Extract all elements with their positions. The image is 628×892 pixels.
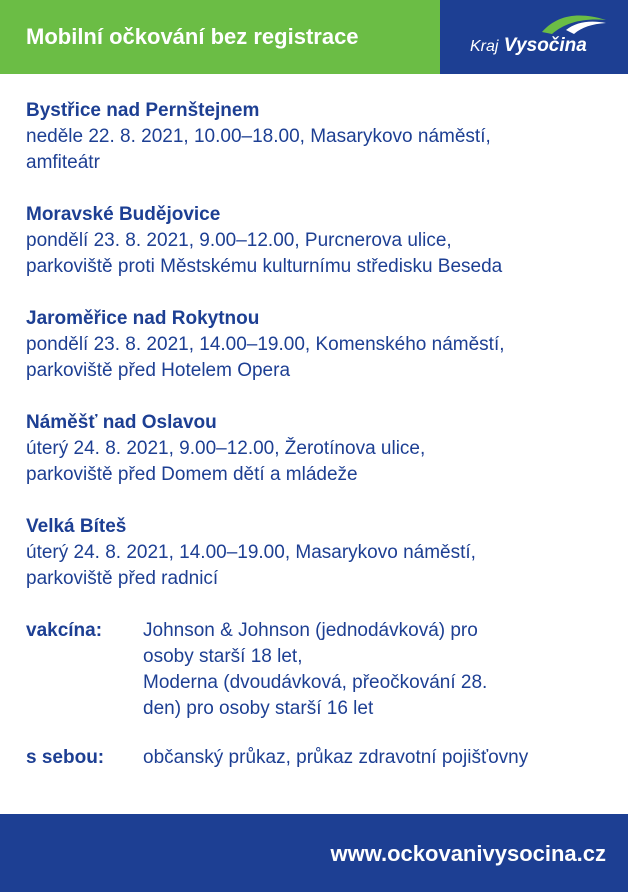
event-place: Jaroměřice nad Rokytnou [26,308,260,329]
event-place: Velká Bíteš [26,516,127,537]
event-place: Bystřice nad Pernštejnem [26,100,260,121]
event-detail: úterý 24. 8. 2021, 14.00–19.00, Masarykovo náměstí, [26,542,476,563]
header [0,0,628,74]
event-detail: parkoviště před Hotelem Opera [26,360,291,381]
event-item [26,306,626,384]
event-item [26,98,626,176]
vaccine-line: den) pro osoby starší 16 let [143,698,374,719]
title-banner [0,0,440,74]
page-title: Mobilní očkování bez registrace [26,24,359,49]
event-item [26,514,626,592]
bring-values [143,745,626,771]
event-detail: parkoviště před radnicí [26,568,219,589]
event-detail: neděle 22. 8. 2021, 10.00–18.00, Masarykovo náměstí, [26,126,491,147]
event-item [26,202,626,280]
event-detail: pondělí 23. 8. 2021, 14.00–19.00, Komenského náměstí, [26,334,505,355]
vaccine-line: Moderna (dvoudávková, přeočkování 28. [143,672,488,693]
event-detail: amfiteátr [26,152,100,173]
vaccine-info [26,618,626,722]
event-detail: úterý 24. 8. 2021, 9.00–12.00, Žerotínova ulice, [26,438,426,459]
logo-vysocina: Vysočina [503,35,587,56]
bring-line: občanský průkaz, průkaz zdravotní pojišťovny [143,747,529,768]
event-detail: parkoviště před Domem dětí a mládeže [26,464,358,485]
event-item [26,410,626,488]
event-detail: parkoviště proti Městskému kulturnímu středisku Beseda [26,256,503,277]
kraj-vysocina-logo [440,0,628,74]
event-place: Moravské Budějovice [26,204,221,225]
footer [0,814,628,892]
bring-label: s sebou: [26,747,105,768]
vaccine-label: vakcína: [26,620,103,641]
website-link[interactable]: www.ockovanivysocina.cz [330,841,606,866]
logo-kraj: Kraj [470,38,499,55]
vaccine-line: osoby starší 18 let, [143,646,303,667]
vaccine-line: Johnson & Johnson (jednodávková) pro [143,620,478,641]
event-detail: pondělí 23. 8. 2021, 9.00–12.00, Purcnerova ulice, [26,230,452,251]
event-list [26,98,626,794]
logo-swoosh-icon [540,12,608,36]
event-place: Náměšť nad Oslavou [26,412,217,433]
bring-info [26,745,626,771]
logo-text [470,35,587,57]
vaccine-values [143,618,626,722]
